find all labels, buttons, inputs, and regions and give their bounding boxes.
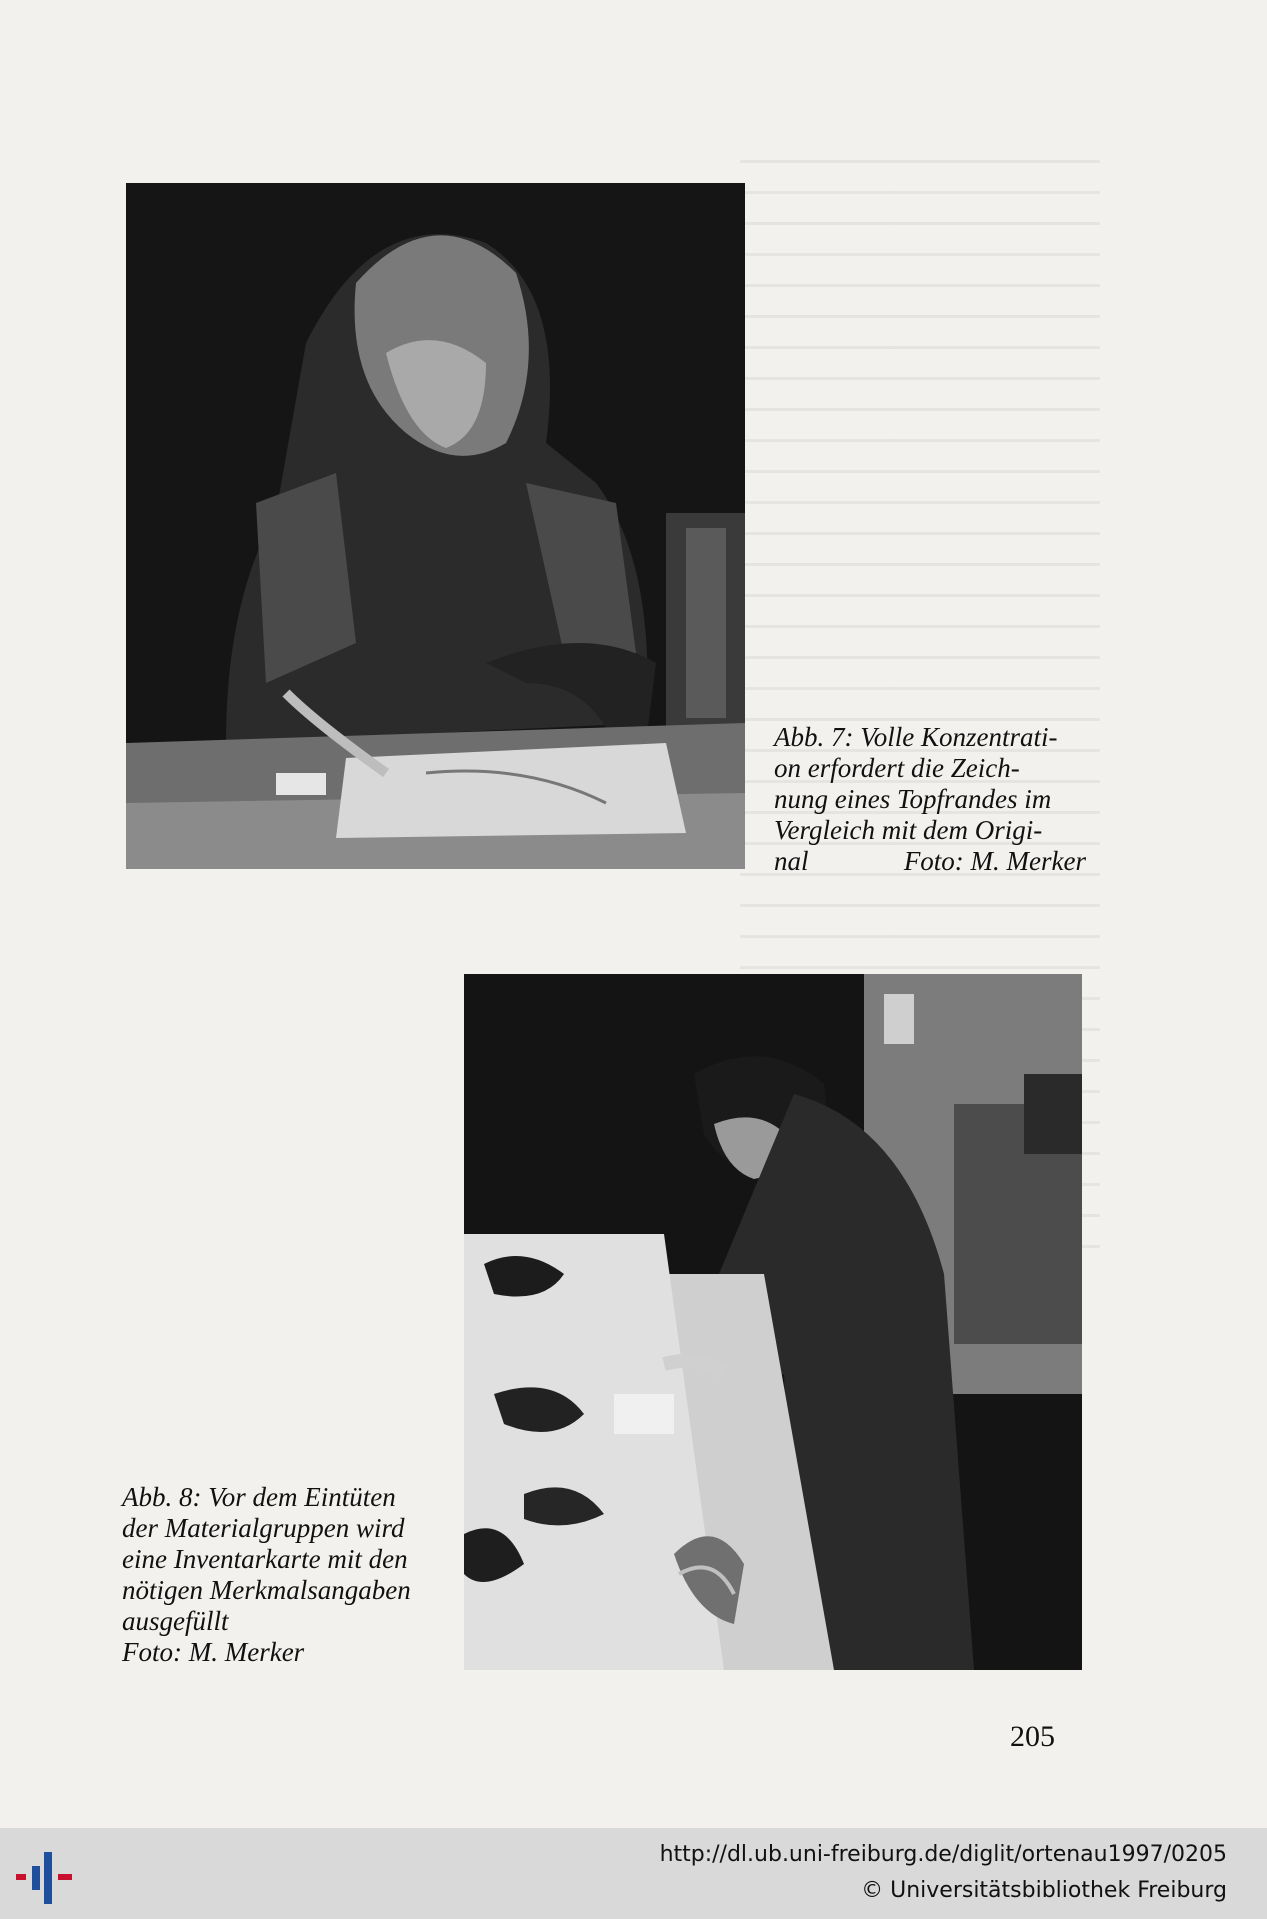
figure-7-photo — [126, 183, 745, 869]
caption-line: Vergleich mit dem Origi- — [774, 815, 1043, 845]
caption-line: on erfordert die Zeich- — [774, 753, 1020, 783]
footer-url-link[interactable]: http://dl.ub.uni-freiburg.de/diglit/ortenau1997/0205 — [659, 1842, 1227, 1867]
photo-credit: Foto: M. Merker — [903, 846, 1086, 876]
caption-line: der Materialgruppen wird — [122, 1513, 405, 1543]
caption-line: nötigen Merkmalsangaben — [122, 1575, 411, 1605]
page-number: 205 — [1010, 1720, 1055, 1753]
ub-freiburg-logo-icon — [14, 1844, 78, 1908]
caption-line: eine Inventarkarte mit den — [122, 1544, 408, 1574]
footer-copyright: © Universitätsbibliothek Freiburg — [861, 1878, 1227, 1903]
caption-line: Abb. 8: Vor dem Eintüten — [122, 1482, 396, 1512]
caption-line: nung eines Topfrandes im — [774, 784, 1052, 814]
caption-line: Abb. 7: Volle Konzentrati- — [774, 722, 1058, 752]
caption-line: nal — [774, 846, 809, 876]
figure-8-photo — [464, 974, 1082, 1670]
photo-credit: Foto: M. Merker — [122, 1637, 305, 1667]
caption-line: ausgefüllt — [122, 1606, 229, 1636]
footer-bar — [0, 1828, 1267, 1919]
figure-8-caption — [122, 1482, 434, 1668]
figure-7-caption — [774, 722, 1086, 877]
